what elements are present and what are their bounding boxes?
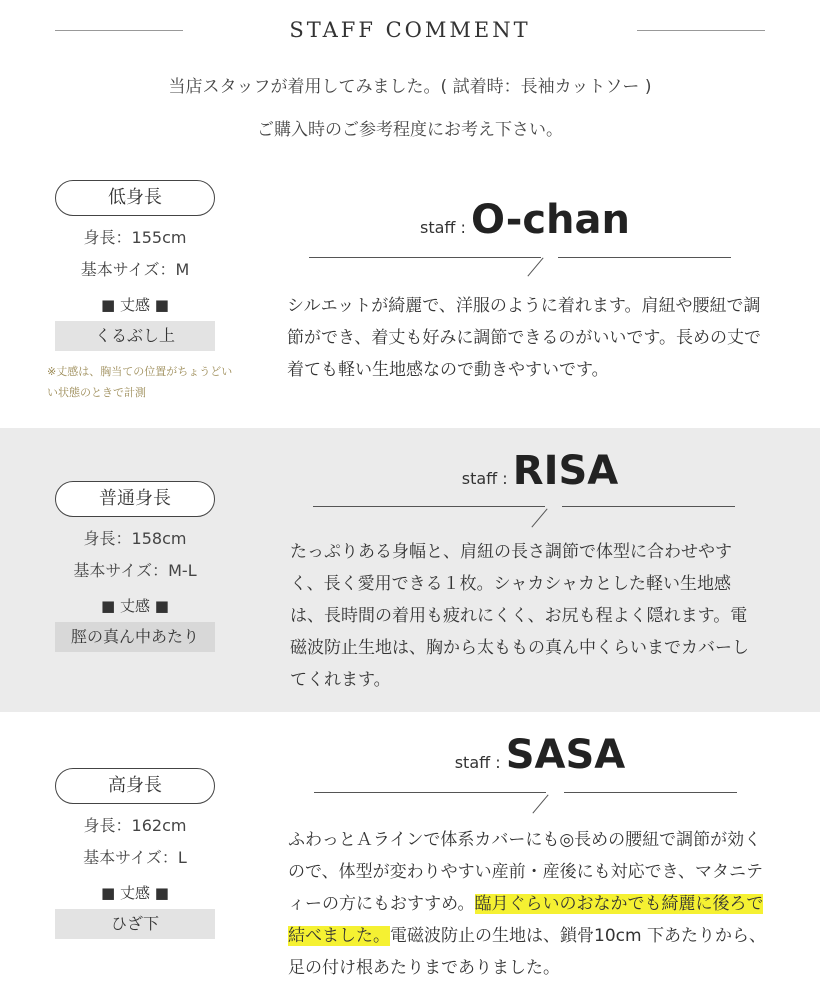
height-category-badge: 普通身長 bbox=[55, 481, 215, 517]
staff-profile bbox=[55, 768, 215, 939]
name-divider-left bbox=[314, 792, 546, 793]
name-divider-right bbox=[564, 792, 737, 793]
length-title: ■ 丈感 ■ bbox=[101, 296, 169, 314]
staff-comment: たっぷりある身幅と、肩紐の長さ調節で体型に合わせやすく、長く愛用できる１枚。シャカシャカとした軽い生地感は、長時間の着用も疲れにくく、お尻も程よく隠れます。電磁波防止生地は、胸から太ももの真ん中くらいまでカバーしてくれます。 bbox=[290, 542, 749, 690]
staff-prefix: staff : bbox=[454, 753, 501, 772]
name-divider-slash bbox=[527, 257, 543, 276]
length-value: くるぶし上 bbox=[55, 321, 215, 351]
comment-text-end: 電磁波防止の生地は、鎖骨10cm 下あたりから、足の付け根あたりまでありました。 bbox=[288, 926, 766, 978]
length-value: ひざ下 bbox=[55, 909, 215, 939]
staff-comment bbox=[288, 824, 766, 984]
section-title: STAFF COMMENT bbox=[289, 18, 531, 42]
comment-text: ふわっとＡラインで体系カバーにも◎長めの腰紐で調節が効くので、体型が変わりやすい産前・産後にも対応でき、マタニティーの方にもおすすめ。 bbox=[288, 830, 763, 914]
intro-text-line1: 当店スタッフが着用してみました。( 試着時：長袖カットソー ) bbox=[168, 77, 652, 97]
staff-name-label bbox=[400, 197, 650, 243]
staff-section-sasa bbox=[0, 712, 820, 1000]
name-divider-left bbox=[313, 506, 545, 507]
staff-size: 基本サイズ：M bbox=[80, 260, 190, 279]
staff-name-label bbox=[440, 448, 640, 494]
length-title: ■ 丈感 ■ bbox=[101, 884, 169, 902]
staff-prefix: staff : bbox=[461, 469, 508, 488]
staff-section-ochan bbox=[0, 175, 820, 428]
name-divider-left bbox=[309, 257, 541, 258]
staff-name: RISA bbox=[512, 448, 619, 494]
height-category-badge: 高身長 bbox=[55, 768, 215, 804]
staff-size: 基本サイズ：L bbox=[83, 848, 187, 867]
staff-section-risa bbox=[0, 428, 820, 712]
name-divider-right bbox=[558, 257, 731, 258]
comment-highlight: 臨月ぐらいのおなかでも綺麗に後ろで結べました。 bbox=[288, 894, 764, 946]
staff-comment-header bbox=[0, 0, 820, 175]
length-value: 脛の真ん中あたり bbox=[55, 622, 215, 652]
staff-name-label bbox=[430, 732, 650, 778]
staff-comment: シルエットが綺麗で、洋服のように着れます。肩紐や腰紐で調節ができ、着丈も好みに調節できるのがいいです。長めの丈で着ても軽い生地感なので動きやすいです。 bbox=[287, 296, 761, 380]
staff-name: SASA bbox=[505, 732, 626, 778]
staff-height: 身長：158cm bbox=[83, 529, 187, 548]
name-divider-right bbox=[562, 506, 735, 507]
height-category-badge: 低身長 bbox=[55, 180, 215, 216]
name-divider-slash bbox=[531, 508, 547, 527]
staff-prefix: staff : bbox=[419, 218, 466, 237]
staff-name: O-chan bbox=[471, 197, 631, 243]
staff-height: 身長：155cm bbox=[83, 228, 187, 247]
length-title: ■ 丈感 ■ bbox=[101, 597, 169, 615]
staff-profile bbox=[47, 180, 233, 403]
length-note: ※丈感は、胸当ての位置がちょうどいい状態のときで計測 bbox=[47, 365, 233, 399]
staff-height: 身長：162cm bbox=[83, 816, 187, 835]
intro-text-line2: ご購入時のご参考程度にお考え下さい。 bbox=[257, 120, 563, 140]
staff-size: 基本サイズ：M-L bbox=[73, 561, 197, 580]
name-divider-slash bbox=[532, 794, 548, 813]
staff-profile bbox=[55, 481, 215, 652]
